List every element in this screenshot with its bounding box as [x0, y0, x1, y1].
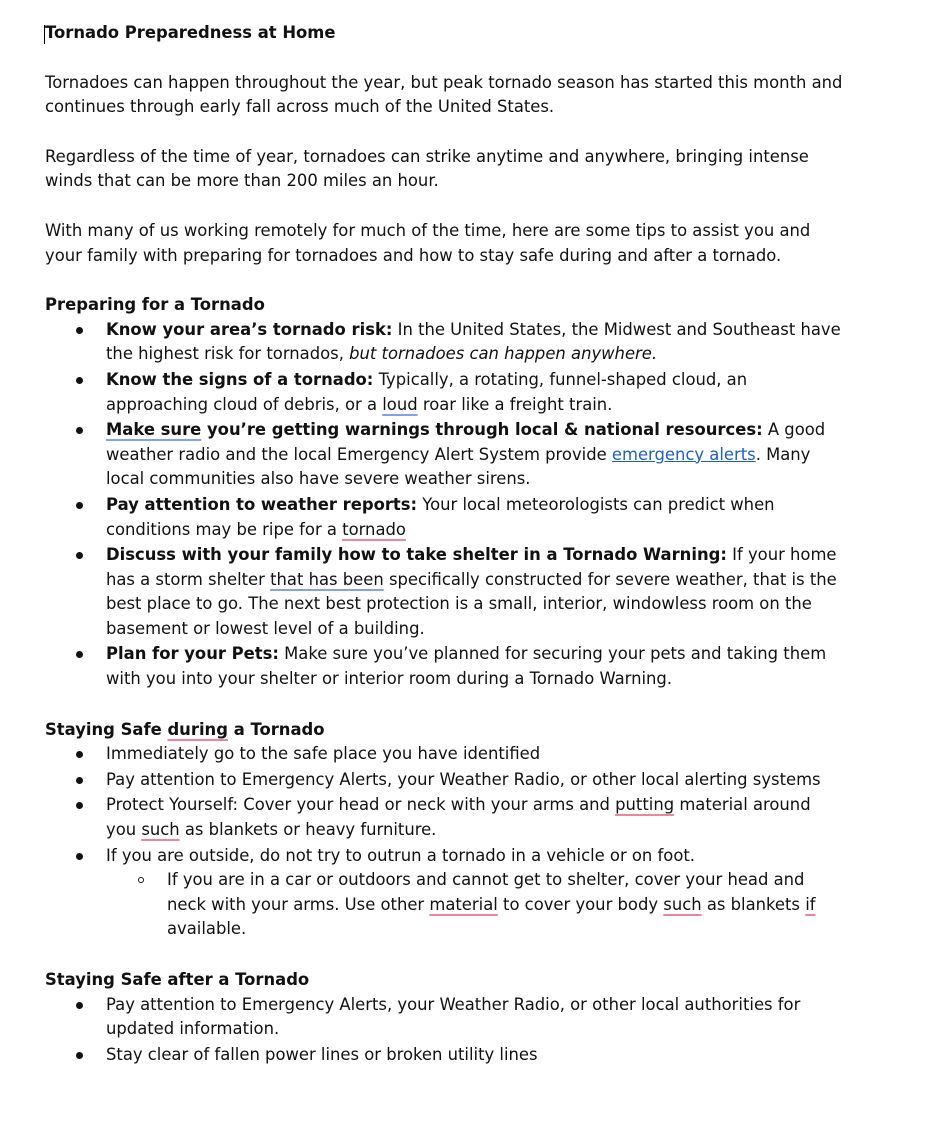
spelling-suggestion[interactable]: such — [663, 894, 702, 914]
grammar-suggestion[interactable]: loud — [382, 394, 418, 414]
text-cursor — [44, 25, 45, 44]
list-item: Plan for your Pets: Make sure you’ve planned for securing your pets and taking them with you into your shelter or interior room during a Tornado Warning. — [45, 642, 845, 691]
list-item: If you are outside, do not try to outrun a tornado in a vehicle or on foot. If you are in a car or outdoors and cannot get to shelter, cover your head and neck with your arms. Use other material to cover your body such as blankets if available. — [45, 844, 845, 942]
list-item: Pay attention to Emergency Alerts, your Weather Radio, or other local authorities for updated information. — [45, 993, 845, 1042]
sub-list-item: If you are in a car or outdoors and cannot get to shelter, cover your head and neck with your arms. Use other material to cover your body such as blankets if available. — [106, 868, 845, 942]
list-item: Pay attention to weather reports: Your local meteorologists can predict when conditions may be ripe for a tornado — [45, 493, 845, 542]
spelling-suggestion[interactable]: tornado — [342, 519, 406, 539]
list-item: Know your area’s tornado risk: In the United States, the Midwest and Southeast have the highest risk for tornados, but tornadoes can happen anywhere. — [45, 318, 845, 367]
list-item: Stay clear of fallen power lines or broken utility lines — [45, 1043, 845, 1068]
list-item: Discuss with your family how to take shelter in a Tornado Warning: If your home has a storm shelter that has been specifically constructed for severe weather, that is the best place to go. The next best protection is a small, interior, windowless room on the basement or lowest level of a building. — [45, 543, 845, 641]
spelling-suggestion[interactable]: putting — [615, 795, 675, 815]
intro-paragraph-2: Regardless of the time of year, tornadoes can strike anytime and anywhere, bringing intense winds that can be more than 200 miles an hour. — [45, 146, 809, 191]
list-item: Protect Yourself: Cover your head or neck with your arms and putting material around you such as blankets or heavy furniture. — [45, 793, 845, 842]
list-item: Know the signs of a tornado: Typically, a rotating, funnel-shaped cloud, an approaching cloud of debris, or a loud roar like a freight train. — [45, 368, 845, 417]
sub-list — [106, 868, 845, 942]
spelling-suggestion[interactable]: during — [167, 719, 228, 739]
spelling-suggestion[interactable]: such — [141, 820, 180, 840]
list-item: Immediately go to the safe place you have identified — [45, 742, 845, 767]
spelling-suggestion[interactable]: if — [805, 894, 816, 914]
document-body[interactable] — [45, 21, 845, 1068]
intro-paragraph-3: With many of us working remotely for much of the time, here are some tips to assist you and your family with preparing for tornadoes and how to stay safe during and after a tornado. — [45, 220, 811, 265]
intro-paragraph-1: Tornadoes can happen throughout the year, but peak tornado season has started this month and continues through early fall across much of the United States. — [45, 72, 843, 117]
list-item: Pay attention to Emergency Alerts, your Weather Radio, or other local alerting systems — [45, 768, 845, 793]
section-heading-during: Staying Safe during a Tornado — [45, 719, 325, 739]
preparing-list — [45, 318, 845, 692]
section-heading-after: Staying Safe after a Tornado — [45, 970, 310, 989]
grammar-suggestion[interactable]: that has been — [270, 569, 384, 589]
emergency-alerts-link[interactable]: emergency alerts — [611, 444, 756, 464]
section-heading-preparing: Preparing for a Tornado — [45, 295, 265, 315]
after-list — [45, 993, 845, 1068]
list-item: Make sure you’re getting warnings through local & national resources: A good weather radio and the local Emergency Alert System provide emergency alerts. Many local communities also have severe weather sirens. — [45, 418, 845, 492]
spelling-suggestion[interactable]: material — [429, 894, 498, 914]
grammar-suggestion[interactable]: Make sure — [106, 420, 202, 440]
document-title: Tornado Preparedness at Home — [45, 23, 336, 42]
during-list — [45, 742, 845, 942]
